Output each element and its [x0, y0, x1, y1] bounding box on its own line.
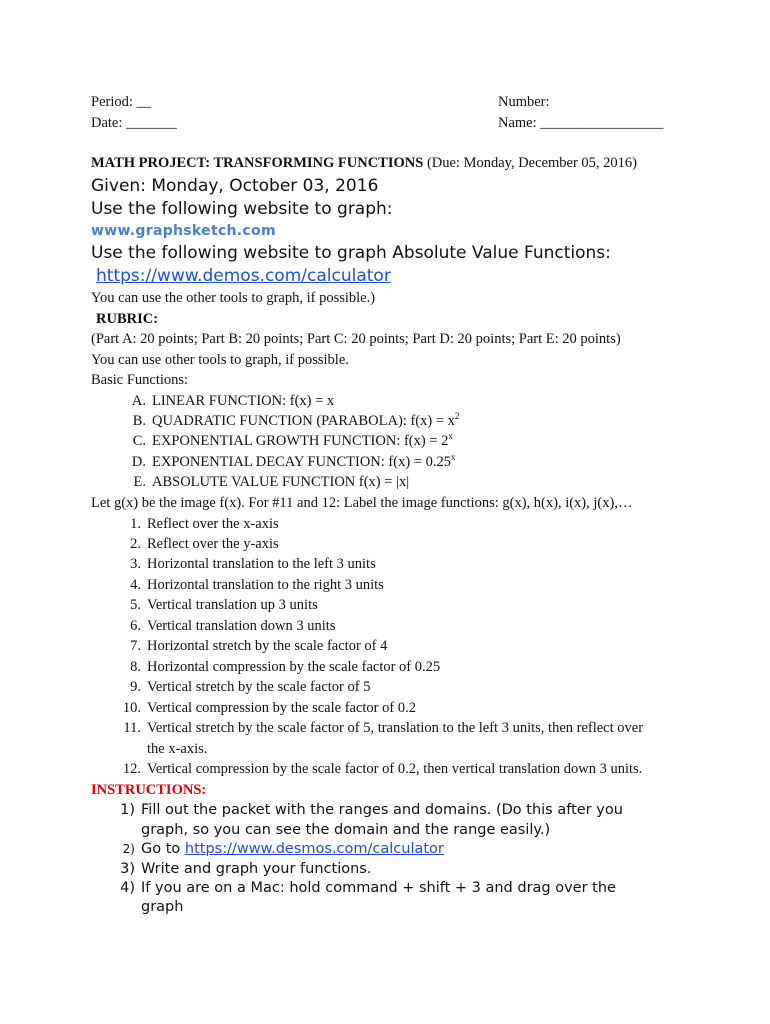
item-letter: B. [132, 413, 146, 429]
item-text: EXPONENTIAL DECAY FUNCTION: f(x) = 0.25 [152, 454, 451, 470]
item-number: 1. [130, 516, 141, 532]
basic-function-item [124, 474, 409, 491]
list-item [119, 679, 370, 696]
item-number: 2) [122, 842, 135, 856]
let-g-instruction: Let g(x) be the image f(x). For #11 and 12: Label the image functions: g(x), h(x), i(x), j(x),… [91, 495, 633, 511]
basic-function-item [124, 413, 459, 430]
instruction-item [113, 802, 623, 818]
list-item [119, 761, 642, 778]
graph-site-label: Use the following website to graph: [91, 199, 393, 219]
list-item-continuation: the x-axis. [147, 741, 208, 757]
list-item [119, 700, 416, 717]
list-item [119, 597, 318, 614]
item-letter: D. [131, 454, 146, 470]
instruction-continuation: graph, so you can see the domain and the range easily.) [141, 822, 551, 838]
basic-functions-heading: Basic Functions: [91, 372, 189, 388]
item-number: 8. [130, 659, 141, 675]
number-field: Number: [498, 94, 550, 110]
exponent: x [448, 431, 453, 441]
item-number: 4. [130, 577, 141, 593]
exponent: x [450, 452, 456, 462]
item-text: Vertical stretch by the scale factor of 5, translation to the left 3 units, then reflect over [147, 720, 644, 736]
item-number: 12. [122, 761, 141, 777]
item-text: Vertical compression by the scale factor of 0.2 [147, 700, 416, 716]
item-text: Horizontal translation to the right 3 units [147, 577, 384, 593]
instruction-item [113, 841, 444, 857]
item-text: Vertical stretch by the scale factor of 5 [147, 679, 371, 695]
exponent: 2 [454, 411, 460, 421]
item-text: Vertical translation down 3 units [147, 618, 336, 634]
item-number: 1) [120, 802, 135, 818]
item-text: Go to [141, 841, 185, 857]
item-text: Fill out the packet with the ranges and domains. (Do this after you [141, 802, 623, 818]
period-field: Period: __ [91, 94, 152, 110]
desmos-link[interactable]: https://www.desmos.com/calculator [184, 841, 444, 857]
instruction-item [113, 880, 616, 896]
item-number: 3. [130, 556, 141, 572]
item-text: ABSOLUTE VALUE FUNCTION f(x) = |x| [152, 474, 410, 490]
page-title [91, 155, 637, 172]
basic-function-item [124, 454, 455, 471]
item-text: QUADRATIC FUNCTION (PARABOLA): f(x) = x [152, 413, 455, 429]
demos-link[interactable]: https://www.demos.com/calculator [96, 266, 391, 286]
item-text: Vertical compression by the scale factor of 0.2, then vertical translation down 3 units. [147, 761, 643, 777]
instruction-continuation: graph [141, 899, 184, 915]
item-letter: E. [133, 474, 146, 490]
list-item [119, 577, 384, 594]
item-number: 6. [130, 618, 141, 634]
item-text: EXPONENTIAL GROWTH FUNCTION: f(x) = 2 [152, 433, 449, 449]
item-text: Horizontal translation to the left 3 units [147, 556, 376, 572]
date-field: Date: _______ [91, 115, 177, 131]
list-item [119, 618, 335, 635]
other-tools-note-1: You can use the other tools to graph, if possible.) [91, 290, 376, 306]
item-number: 5. [130, 597, 141, 613]
item-number: 11. [123, 720, 141, 736]
item-number: 10. [122, 700, 141, 716]
list-item [119, 536, 279, 553]
list-item [119, 638, 387, 655]
list-item [119, 556, 376, 573]
item-text: Reflect over the y-axis [147, 536, 279, 552]
list-item [119, 659, 440, 676]
item-text: Write and graph your functions. [141, 861, 372, 877]
basic-function-item [124, 393, 334, 410]
title-main: MATH PROJECT: TRANSFORMING FUNCTIONS [91, 155, 424, 171]
item-text: Horizontal compression by the scale factor of 0.25 [147, 659, 441, 675]
basic-function-item [124, 433, 453, 450]
rubric-heading: RUBRIC: [96, 311, 159, 327]
item-number: 3) [120, 861, 135, 877]
name-field: Name: _________________ [498, 115, 664, 131]
item-number: 2. [130, 536, 141, 552]
item-text: LINEAR FUNCTION: f(x) = x [152, 393, 335, 409]
rubric-points: (Part A: 20 points; Part B: 20 points; Part C: 20 points; Part D: 20 points; Part E: 20 points) [91, 331, 621, 347]
item-number: 4) [120, 880, 135, 896]
abs-site-label: Use the following website to graph Absolute Value Functions: [91, 243, 611, 263]
item-text: Horizontal stretch by the scale factor of 4 [147, 638, 388, 654]
other-tools-note-2: You can use other tools to graph, if possible. [91, 352, 349, 368]
item-letter: C. [132, 433, 146, 449]
item-letter: A. [131, 393, 146, 409]
item-number: 7. [130, 638, 141, 654]
instruction-item [113, 861, 371, 877]
list-item [119, 516, 279, 533]
item-text: Vertical translation up 3 units [147, 597, 318, 613]
instructions-heading: INSTRUCTIONS: [91, 782, 207, 798]
list-item [119, 720, 643, 737]
title-due-date: (Due: Monday, December 05, 2016) [423, 155, 637, 171]
given-date: Given: Monday, October 03, 2016 [91, 176, 379, 196]
item-text: If you are on a Mac: hold command + shift + 3 and drag over the [141, 880, 616, 896]
item-text: Reflect over the x-axis [147, 516, 279, 532]
graphsketch-link[interactable]: www.graphsketch.com [91, 223, 276, 239]
item-number: 9. [130, 679, 141, 695]
